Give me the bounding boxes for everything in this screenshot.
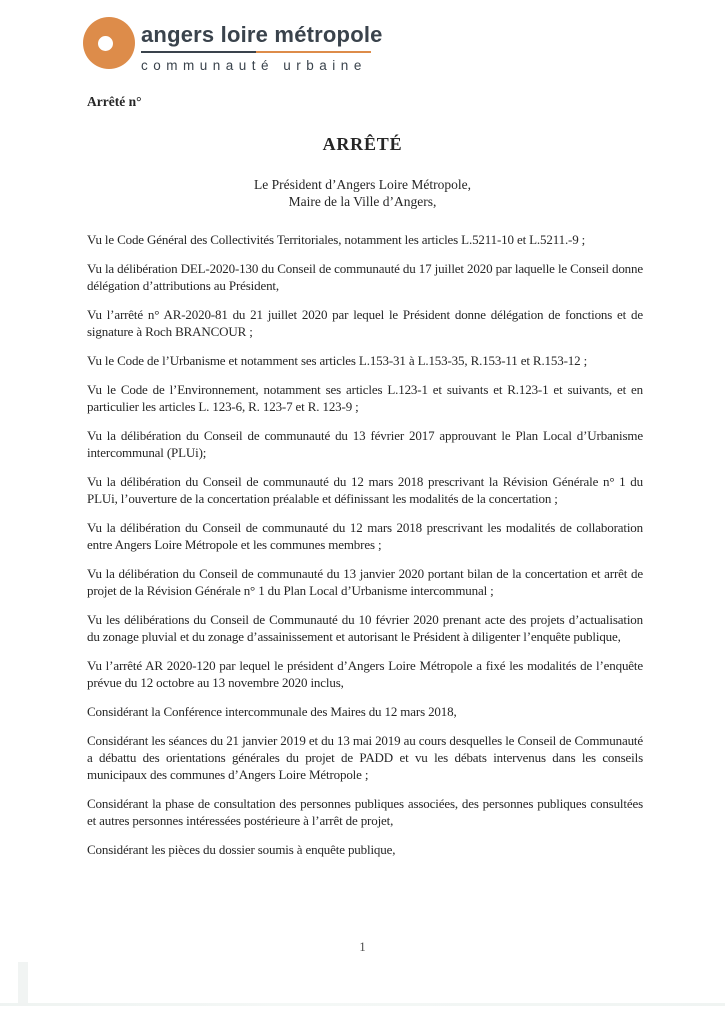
body-paragraph: Considérant les séances du 21 janvier 2019 et du 13 mai 2019 au cours desquelles le Conseil de Communauté a débattu des orientations générales du projet de PADD et vu les débats intervenus dans les conseils municipaux des communes d’Angers Loire Métropole ;	[87, 733, 643, 782]
issuer-block	[0, 176, 725, 210]
scan-edge-shadow-bottom	[0, 1003, 725, 1006]
body-paragraph: Vu la délibération du Conseil de communauté du 13 janvier 2020 portant bilan de la concertation et arrêt de projet de la Révision Générale n° 1 du Plan Local d’Urbanisme intercommunal ;	[87, 566, 643, 598]
logo-subtitle: communauté urbaine	[141, 58, 367, 73]
body-paragraph: Vu les délibérations du Conseil de Communauté du 10 février 2020 prenant acte des projets d’actualisation du zonage pluvial et du zonage d’assainissement et autorisant le Président à diligenter l’enquête publique,	[87, 612, 643, 644]
body-paragraph: Vu l’arrêté AR 2020-120 par lequel le président d’Angers Loire Métropole a fixé les modalités de l’enquête prévue du 12 octobre au 13 novembre 2020 inclus,	[87, 658, 643, 690]
logo-name: angers loire métropole	[141, 22, 383, 47]
body-paragraph: Vu le Code Général des Collectivités Territoriales, notamment les articles L.5211-10 et L.5211.-9 ;	[87, 232, 586, 247]
body-paragraph: Considérant la Conférence intercommunale des Maires du 12 mars 2018,	[87, 704, 457, 719]
logo-text	[141, 17, 383, 73]
body-paragraph: Vu la délibération du Conseil de communauté du 13 février 2017 approuvant le Plan Local d’Urbanisme intercommunal (PLUi);	[87, 428, 643, 460]
body-paragraph: Vu l’arrêté n° AR-2020-81 du 21 juillet 2020 par lequel le Président donne délégation de fonctions et de signature à Roch BRANCOUR ;	[87, 307, 643, 339]
document-body	[87, 231, 643, 870]
logo	[83, 17, 383, 73]
donut-icon	[83, 17, 135, 69]
body-paragraph: Considérant la phase de consultation des personnes publiques associées, des personnes publiques consultées et autres personnes intéressées postérieure à l’arrêt de projet,	[87, 796, 643, 828]
body-paragraph: Vu la délibération du Conseil de communauté du 12 mars 2018 prescrivant les modalités de collaboration entre Angers Loire Métropole et les communes membres ;	[87, 520, 643, 552]
body-paragraph: Vu la délibération DEL-2020-130 du Conseil de communauté du 17 juillet 2020 par laquelle le Conseil donne délégation d’attributions au Président,	[87, 261, 643, 293]
arrete-number-label: Arrêté n°	[87, 94, 142, 109]
body-paragraph: Vu la délibération du Conseil de communauté du 12 mars 2018 prescrivant la Révision Générale n° 1 du PLUi, l’ouverture de la concertation préalable et définissant les modalités de la concertation ;	[87, 474, 643, 506]
issuer-line-maire: Maire de la Ville d’Angers,	[288, 194, 437, 209]
body-paragraph: Considérant les pièces du dossier soumis à enquête publique,	[87, 842, 396, 857]
logo-divider	[141, 51, 371, 53]
page-number: 1	[359, 940, 366, 954]
document-title: ARRÊTÉ	[322, 134, 403, 154]
scan-edge-shadow-left	[18, 962, 28, 1006]
body-paragraph: Vu le Code de l’Urbanisme et notamment ses articles L.153-31 à L.153-35, R.153-11 et R.153-12 ;	[87, 353, 588, 368]
issuer-line-president: Le Président d’Angers Loire Métropole,	[253, 177, 472, 192]
body-paragraph: Vu le Code de l’Environnement, notamment ses articles L.123-1 et suivants et R.123-1 et suivants, et en particulier les articles L. 123-6, R. 123-7 et R. 123-9 ;	[87, 382, 643, 414]
